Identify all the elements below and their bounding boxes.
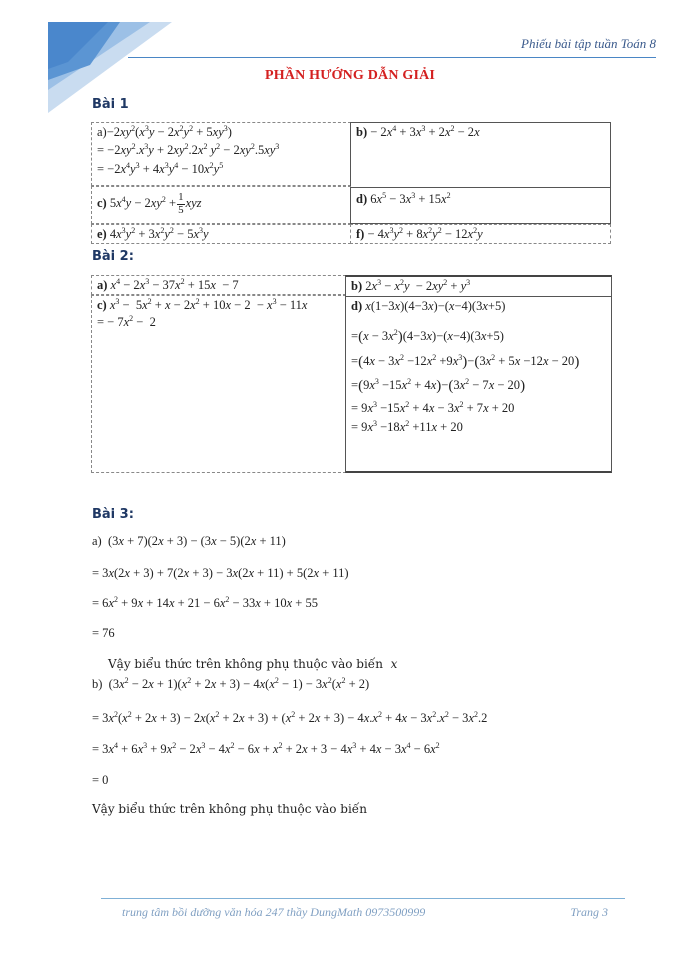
bai1-heading: Bài 1 xyxy=(92,97,129,112)
bai1-cell-d: d) $6x^5 - 3x^3 + 15x^2$ xyxy=(350,187,611,224)
bai2-cell-d: d) x(1−3x)(4−3x)−(x−4)(3x+5) $=(x - 3x^2)(4-3x)-(x-4)(3x+5)$ $=(4x - 3x^2 -12x^2 +9x^3)-(3x^2 + 5x -12x - 20)$ $=(9x^3 -15x^2 + 4x)-(3x^2 - 7x - 20)$ = $9x^3 -15x^2 + 4x - 3x^2 + 7x + 20$ = $9x^3 -18x^2 +11x + 20$ xyxy=(345,296,612,473)
page-number: Trang 3 xyxy=(570,905,608,919)
bai2-cell-c: c) $x^3 - 5x^2 + x - 2x^2 + 10x - 2 - x^3 - 11x$ = − $7x^2 - 2$ xyxy=(91,295,346,473)
bai2-cell-a: a) $x^4 - 2x^3 - 37x^2 + 15x - 7$ xyxy=(91,275,346,295)
bai1-cell-a: $a)-2xy^2(x^3y - 2x^2y^2 + 5xy^3)$ = $-2xy^2.x^3y + 2xy^2.2x^2$ $y^2 - 2xy^2.5xy^3$ = $-2x^4y^3 + 4x^3y^4 - 10x^2y^5$ xyxy=(91,122,351,186)
section-title: PHẦN HƯỚNG DẪN GIẢI xyxy=(264,68,436,83)
fraction-one-fifth: $\frac{1}{5}$ xyxy=(178,191,184,216)
bai3-b-line-2: = $3x^2(x^2 + 2x + 3) - 2x(x^2 + 2x + 3) + (x^2 + 2x + 3) - 4x.x^2 + 4x - 3x^2.x^2 - 3x^2.2$ xyxy=(92,710,488,725)
bai3-a-line-1: a) (3x + 7)(2x + 3) − (3x − 5)(2x + 11) xyxy=(92,534,286,548)
footer-divider xyxy=(101,898,625,899)
bai3-a-line-2: = 3x(2x + 3) + 7(2x + 3) − 3x(2x + 11) + 5(2x + 11) xyxy=(92,566,349,580)
bai2-heading: Bài 2: xyxy=(92,249,134,264)
bai3-a-result: = 76 xyxy=(92,626,115,640)
bai1-cell-c: c) $5x^4y - 2xy^2$ + $\frac{1}{5}$ xyz xyxy=(91,186,351,224)
bai3-b-conclusion: Vậy biểu thức trên không phụ thuộc vào biến xyxy=(92,802,367,816)
bai3-a-line-3: = $6x^2 + 9x + 14x + 21 - 6x^2 - 33x + 10x + 55$ xyxy=(92,595,318,610)
bai2-cell-b: b) $2x^3 - x^2y - 2xy^2 + y^3$ xyxy=(345,275,612,297)
bai3-heading: Bài 3: xyxy=(92,507,134,522)
bai3-a-conclusion xyxy=(108,657,397,671)
bai3-b-line-1: b) $(3x^2 - 2x + 1)(x^2 + 2x + 3) - 4x(x^2 - 1) - 3x^2(x^2 + 2)$ xyxy=(92,676,370,691)
header-divider xyxy=(128,57,656,58)
conclusion-text: Vậy biểu thức trên không phụ thuộc vào biến xyxy=(108,657,383,671)
bai1-cell-f: $f) - 4x^3y^2 + 8x^2y^2 - 12x^2y$ xyxy=(350,224,611,244)
bai1-cell-e: e) $4x^3y^2 + 3x^2y^2 - 5x^3y$ xyxy=(91,224,351,244)
bai3-b-result: = 0 xyxy=(92,773,109,787)
bai3-b-line-3: = $3x^4 + 6x^3 + 9x^2 - 2x^3 - 4x^2 - 6x + x^2 + 2x + 3 - 4x^3 + 4x - 3x^4 - 6x^2$ xyxy=(92,741,440,756)
footer-center-info: trung tâm bồi dưỡng văn hóa 247 thầy DungMath 0973500999 xyxy=(122,905,426,919)
bai1-cell-b: $b) - 2x^4 + 3x^3 + 2x^2 - 2x$ xyxy=(350,122,611,188)
bai1-table xyxy=(91,122,611,244)
document-header-title: Phiếu bài tập tuần Toán 8 xyxy=(521,36,656,51)
bai2-table xyxy=(91,275,612,473)
conclusion-variable: x xyxy=(390,657,398,671)
